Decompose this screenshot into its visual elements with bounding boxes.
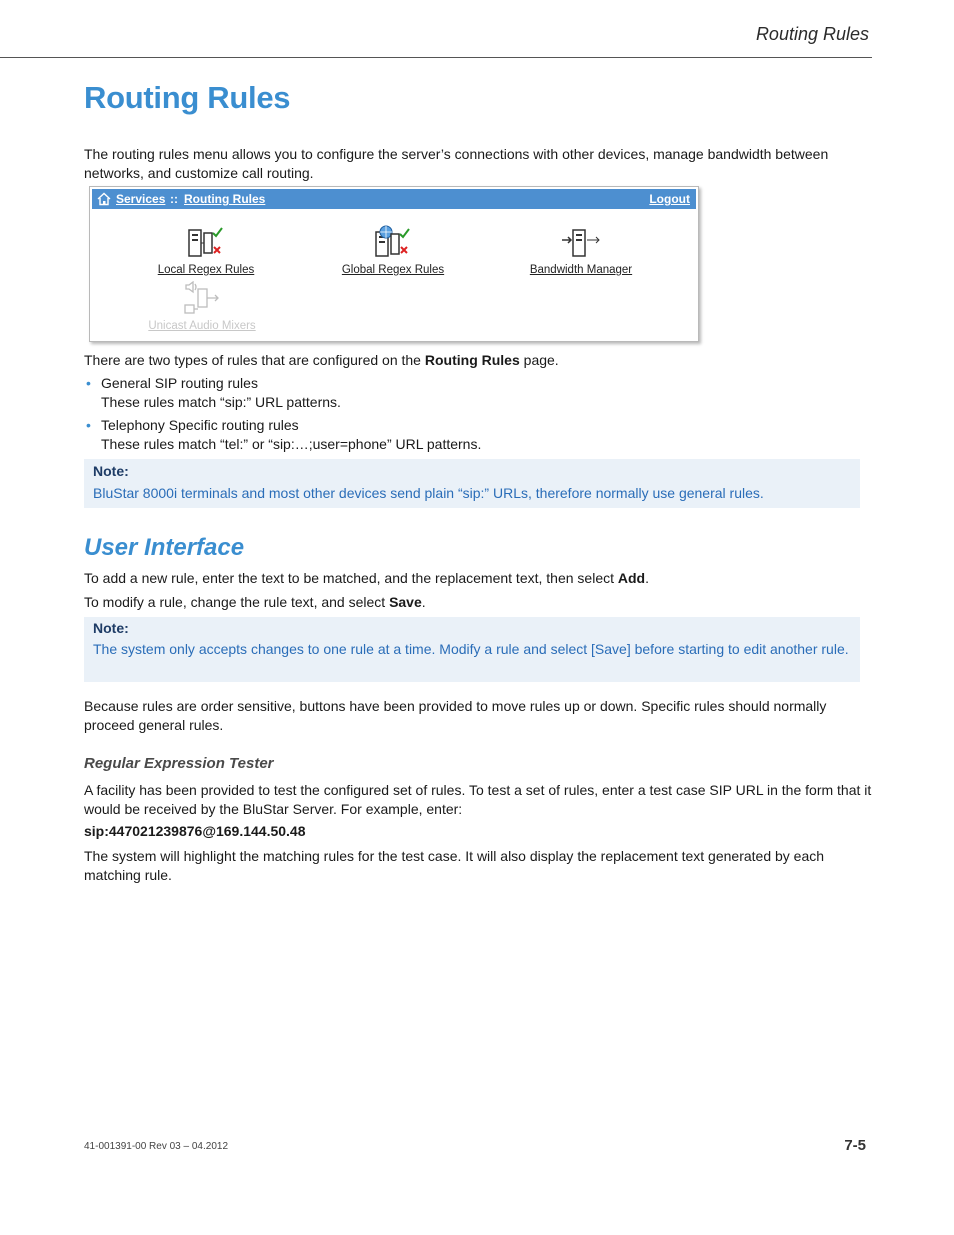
subsection-heading-regex-tester: Regular Expression Tester xyxy=(84,755,274,772)
routing-rules-screenshot xyxy=(89,186,699,342)
tile-global-regex-rules[interactable] xyxy=(323,225,463,276)
list-item xyxy=(101,374,801,412)
order-paragraph: Because rules are order sensitive, buttons have been provided to move rules up or down. Specific rules should normally proceed general rules. xyxy=(84,698,827,733)
rule-types-lead-bold: Routing Rules xyxy=(424,352,520,368)
bullet-marker: • xyxy=(86,417,91,433)
tester-paragraph: A facility has been provided to test the configured set of rules. To test a set of rules, enter a test case SIP URL in the form that it would be received by the BluStar Server. For example, enter: xyxy=(84,782,872,817)
tile-label: Global Regex Rules xyxy=(341,264,445,276)
rule-types-intro xyxy=(84,351,874,370)
modify-rule-end: . xyxy=(421,594,426,610)
tile-label: Bandwidth Manager xyxy=(529,264,633,276)
breadcrumb-services-link[interactable]: Services xyxy=(116,192,166,206)
list-item-desc: These rules match “sip:” URL patterns. xyxy=(101,394,341,410)
bandwidth-icon xyxy=(561,225,601,261)
list-item-desc: These rules match “tel:” or “sip:…;user=phone” URL patterns. xyxy=(101,436,482,452)
tile-local-regex-rules[interactable] xyxy=(136,225,276,276)
list-item-title: General SIP routing rules xyxy=(101,375,258,391)
add-rule-paragraph xyxy=(84,569,874,588)
list-item-title: Telephony Specific routing rules xyxy=(101,417,299,433)
rule-types-lead: There are two types of rules that are configured on the xyxy=(84,352,421,368)
note-title: Note: xyxy=(93,463,129,479)
rule-types-lead-end: page. xyxy=(523,352,559,368)
note-box xyxy=(84,459,860,508)
header-divider xyxy=(0,57,872,58)
page-title: Routing Rules xyxy=(84,80,291,115)
home-icon[interactable] xyxy=(97,192,111,206)
breadcrumb-routing-rules-link[interactable]: Routing Rules xyxy=(184,192,266,206)
note-title: Note: xyxy=(93,620,129,636)
note-box xyxy=(84,617,860,682)
note-body: BluStar 8000i terminals and most other devices send plain “sip:” URLs, therefore normally use general rules. xyxy=(93,485,764,501)
tile-label: Local Regex Rules xyxy=(157,264,255,276)
running-header: Routing Rules xyxy=(755,24,869,44)
note-body: The system only accepts changes to one rule at a time. Modify a rule and select [Save] before starting to edit another rule. xyxy=(93,641,849,657)
bullet-marker: • xyxy=(86,375,91,391)
footer-doc-id: 41-001391-00 Rev 03 – 04.2012 xyxy=(84,1141,229,1152)
global-regex-icon xyxy=(373,225,413,261)
add-rule-bold: Add xyxy=(617,570,646,586)
audio-mixer-icon xyxy=(182,281,222,317)
section-heading-user-interface: User Interface xyxy=(84,534,245,561)
tile-label: Unicast Audio Mixers xyxy=(148,320,256,332)
modify-rule-bold: Save xyxy=(389,594,422,610)
modify-rule-text: To modify a rule, change the rule text, and select xyxy=(84,594,386,610)
tile-bandwidth-manager[interactable] xyxy=(511,225,651,276)
screenshot-nav-bar xyxy=(92,189,696,209)
tester-result-paragraph: The system will highlight the matching rules for the test case. It will also display the replacement text generated by each matching rule. xyxy=(84,848,825,883)
list-item xyxy=(101,416,801,454)
intro-paragraph: The routing rules menu allows you to configure the server’s connections with other devices, manage bandwidth between networks, and customize call routing. xyxy=(84,146,829,181)
local-regex-icon xyxy=(186,225,226,261)
add-rule-text: To add a new rule, enter the text to be matched, and the replacement text, then select xyxy=(84,570,614,586)
footer-page-number: 7-5 xyxy=(844,1137,866,1154)
example-sip-url: sip:447021239876@169.144.50.48 xyxy=(84,823,306,839)
breadcrumb-separator: :: xyxy=(170,192,178,206)
tile-unicast-audio-mixers[interactable] xyxy=(132,281,272,332)
add-rule-end: . xyxy=(645,570,649,586)
modify-rule-paragraph xyxy=(84,593,874,612)
logout-link[interactable]: Logout xyxy=(649,192,690,206)
